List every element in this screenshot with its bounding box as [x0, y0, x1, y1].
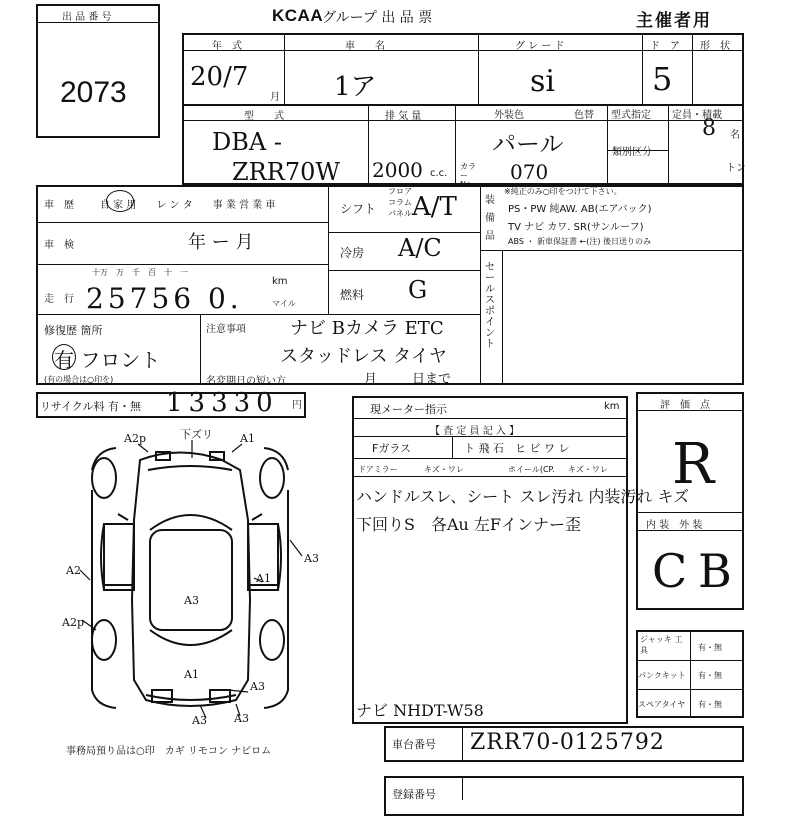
mileage-unit-mile: マイル [272, 299, 296, 308]
shift-label: シフト [340, 202, 377, 216]
registration-box [384, 776, 744, 816]
fuel-value: G [408, 276, 428, 304]
recycle-value: 13330 [166, 388, 279, 418]
type-approval-label: 型式指定 [611, 110, 651, 121]
mileage-digit-labels: 十万 万 千 百 十 一 [92, 268, 188, 277]
equipment-line-2: TV ナビ カワ. SR(サンルーフ) [508, 222, 644, 233]
equipment-line-3: ABS ・ 新車保証書 ←(注) 後日送りのみ [508, 237, 652, 246]
name-change-day: 日まで [412, 372, 452, 387]
color-no-label: カラー No. [460, 162, 476, 189]
score-value: R [672, 432, 715, 497]
lot-number: 2073 [60, 76, 127, 109]
brand-logo: KCAA [272, 6, 324, 25]
color-change-label: 色替 [574, 110, 594, 121]
jack-value: 有・無 [698, 643, 722, 652]
score-label: 評 価 点 [660, 400, 710, 411]
inspection-label: 車 検 [44, 240, 74, 251]
sales-point-label: セ ー ル ス ポ イ ン ト [485, 262, 495, 350]
organizer-label: 主催者用 [636, 11, 712, 31]
damage-mark-a3-rear-right: A3 [250, 680, 265, 693]
office-items-note: 事務局預り品は○印 カギ リモコン ナビロム [66, 746, 272, 757]
puncture-kit-value: 有・無 [698, 671, 722, 680]
doors-value: 5 [652, 60, 673, 98]
car-name-label: 車 名 [345, 41, 385, 52]
interior-score: C [652, 544, 688, 598]
inspector-label: 【 査 定 員 記 入 】 [430, 426, 520, 437]
damage-mark-a3-rear-corner: A3 [234, 712, 249, 725]
grade-value: si [530, 64, 555, 99]
navi-model: ナビ NHDT-W58 [356, 701, 484, 720]
repair-note: (有の場合は○印を) [44, 375, 114, 384]
chassis-label: 車台番号 [392, 738, 436, 751]
ac-label: 冷房 [340, 246, 365, 260]
windshield-label: Fガラス [372, 442, 411, 455]
meter-label: 現メーター指示 [370, 403, 447, 416]
damage-mark-a2-left: A2 [66, 564, 81, 577]
spare-tire-value: 有・無 [698, 700, 722, 709]
shift-options: フロア コラム パネル [388, 187, 412, 218]
jack-label: ジャッキ 工 具 [640, 635, 683, 655]
recycle-unit: 円 [292, 400, 302, 411]
mirror-value: キズ・ワレ [424, 465, 464, 474]
capacity-unit-tons: トン [726, 163, 746, 174]
equipment-label: 装 備 品 [485, 195, 495, 242]
mileage-unit-km: km [272, 276, 288, 287]
color-label: 外装色 [494, 110, 524, 121]
puncture-kit-label: パンクキット [638, 671, 686, 680]
caution-value-1: ナビ Bカメラ ETC [290, 318, 444, 339]
ac-value: A/C [398, 234, 442, 262]
displacement-value: 2000 [372, 158, 423, 182]
model-code-1: DBA - [212, 128, 282, 156]
damage-mark-a2p-left: A2p [62, 616, 84, 629]
displacement-label: 排 気 量 [385, 111, 422, 122]
grade-label: グ レ ー ド [515, 41, 565, 52]
capacity-value: 8 [702, 116, 716, 141]
repair-value: 有 フロント [54, 348, 161, 372]
color-value: パール [492, 130, 564, 158]
form-title: グループ 出 品 票 [322, 10, 433, 26]
doors-label: ド ア [650, 41, 680, 52]
chassis-number: ZRR70-0125792 [470, 730, 665, 755]
damage-mark-a1-right: A1 [256, 572, 271, 585]
mileage-label: 走 行 [44, 294, 74, 305]
equipment-note: ※純正のみ○印をつけて下さい。 [504, 187, 622, 196]
damage-mark-a1-rear: A1 [184, 668, 199, 681]
inspector-notes-2: 下回りS 各Au 左Fインナー歪 [356, 515, 582, 534]
displacement-unit: c.c. [430, 168, 448, 179]
capacity-unit-persons: 名 [730, 130, 740, 141]
damage-mark-a3-rear-center: A3 [192, 714, 207, 727]
damage-mark-a2p-front: A2p [124, 432, 146, 445]
wheel-value: キズ・ワレ [568, 465, 608, 474]
model-label: 型 式 [244, 111, 284, 122]
meter-unit: km [604, 401, 620, 412]
registration-label: 登録番号 [392, 788, 436, 801]
exterior-score: B [698, 544, 732, 598]
windshield-value: ト 飛 石 ヒ ビ ワ レ [464, 442, 570, 455]
wheel-label: ホイール(CP. [508, 465, 555, 474]
year-value: 20/7 [190, 62, 249, 92]
caution-label: 注意事項 [206, 324, 246, 335]
color-no-value: 070 [510, 160, 549, 184]
year-label: 年 式 [212, 41, 242, 52]
mirror-label: ドアミラー [358, 465, 398, 474]
class-label: 類別区分 [612, 147, 652, 158]
year-unit: 月 [270, 92, 280, 103]
spare-tire-label: スペアタイヤ [638, 700, 686, 709]
interior-exterior-label: 内 装 外 装 [646, 520, 703, 531]
damage-mark-a3-roof: A3 [184, 594, 199, 607]
recycle-label: リサイクル料 有・無 [40, 400, 141, 413]
history-options: 自 家 用 レ ン タ 事 業 営 業 車 [100, 200, 276, 211]
capacity-label: 定員・積載 [672, 110, 722, 121]
history-label: 車 歴 [44, 200, 74, 211]
inspection-value: 年 ー 月 [188, 232, 254, 253]
fuel-label: 燃料 [340, 288, 365, 302]
damage-mark-a3-right: A3 [304, 552, 319, 565]
lot-number-label: 出 品 番 号 [62, 12, 112, 23]
model-code-2: ZRR70W [232, 158, 341, 186]
name-change-month: 月 [364, 372, 378, 387]
equipment-line-1: PS・PW 純AW. AB(エアバック) [508, 204, 652, 215]
caution-value-2: スタッドレス タイヤ [280, 346, 447, 367]
shift-value: A/T [412, 192, 457, 222]
car-name-value: 1ア [334, 72, 377, 102]
damage-mark-scrape: 下ズリ [180, 428, 213, 441]
inspector-notes-1: ハンドルスレ、シート スレ汚れ 内装汚れ キズ [356, 487, 690, 506]
damage-mark-a1-front: A1 [240, 432, 255, 445]
repair-label: 修復歴 箇所 [44, 324, 103, 337]
body-type-label: 形 状 [700, 41, 730, 52]
mileage-value: 25756 0. [86, 282, 243, 315]
name-change-label: 名変期日の短い方 [206, 376, 286, 387]
